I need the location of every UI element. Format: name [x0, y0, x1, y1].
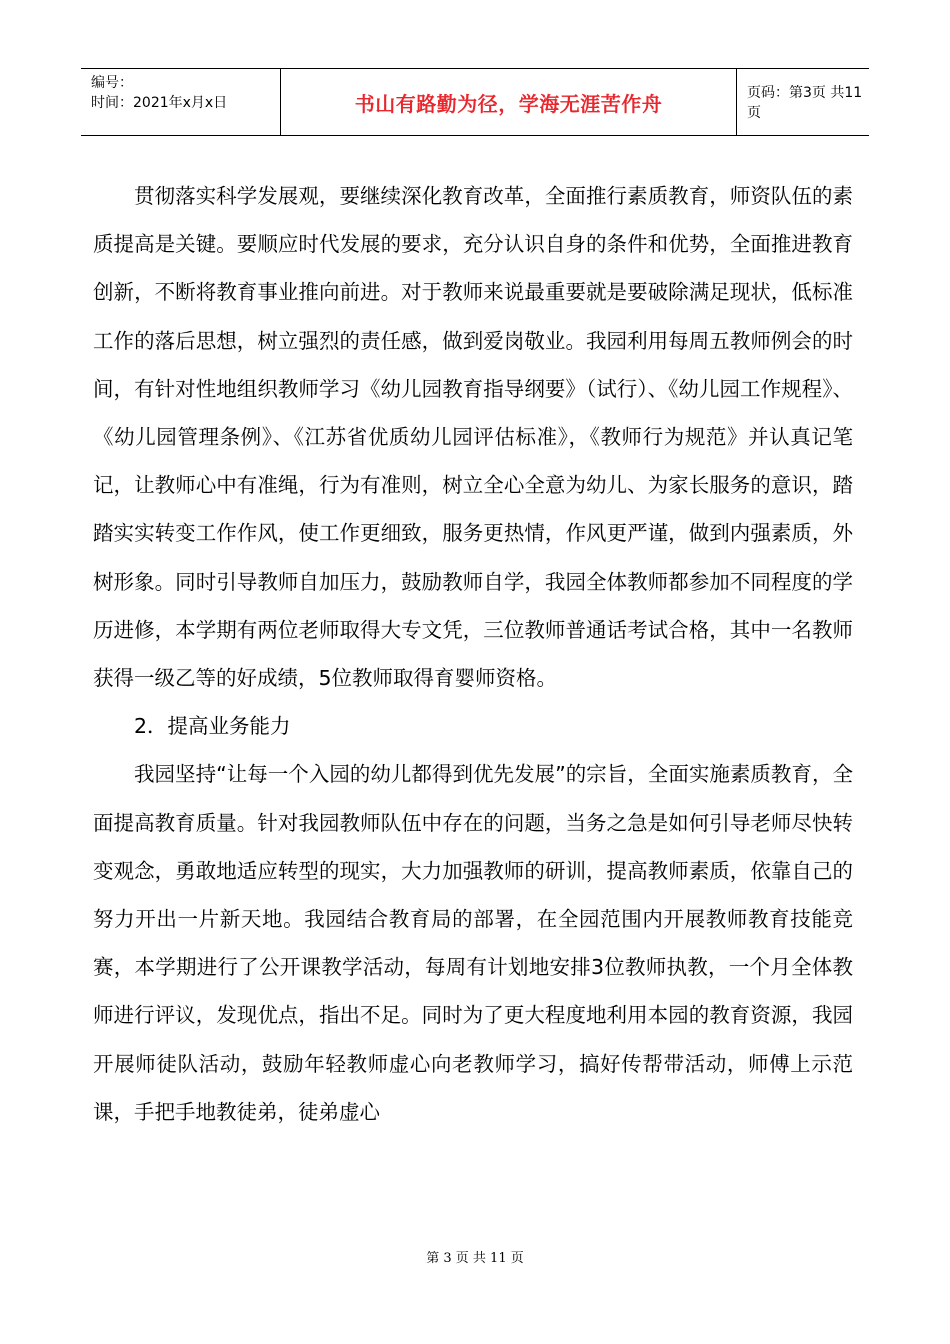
header-meta — [81, 69, 281, 135]
section-heading: 2．提高业务能力 — [134, 714, 291, 739]
document-body — [93, 172, 853, 1136]
header-motto: 书山有路勤为径，学海无涯苦作舟 — [354, 91, 663, 116]
body-paragraph: 贯彻落实科学发展观，要继续深化教育改革，全面推行素质教育，师资队伍的素质提高是关键。要顺应时代发展的要求，充分认识自身的条件和优势，全面推进教育创新，不断将教育事业推向前进。对于教师来说最重要就是要破除满足现状，低标准工作的落后思想，树立强烈的责任感，做到爱岗敬业。我园利用每周五教师例会的时间，有针对性地组织教师学习《幼儿园教育指导纲要》（试行）、《幼儿园工作规程》、《幼儿园管理条例》、《江苏省优质幼儿园评估标准》，《教师行为规范》并认真记笔记，让教师心中有准绳，行为有准则，树立全心全意为幼儿、为家长服务的意识，踏踏实实转变工作作风，使工作更细致，服务更热情，作风更严谨，做到内强素质，外树形象。同时引导教师自加压力，鼓励教师自学，我园全体教师都参加不同程度的学历进修，本学期有两位老师取得大专文凭，三位教师普通话考试合格，其中一名教师获得一级乙等的好成绩，5位教师取得育婴师资格。 — [93, 184, 853, 691]
page-footer: 第 3 页 共 11 页 — [426, 1251, 524, 1266]
header-page-info-cell — [737, 69, 869, 135]
document-date: 时间：2021年x月x日 — [91, 95, 228, 111]
page-header — [81, 68, 869, 136]
document-number-label: 编号： — [91, 75, 133, 91]
header-motto-cell — [281, 69, 737, 135]
body-paragraph: 我园坚持“让每一个入园的幼儿都得到优先发展”的宗旨，全面实施素质教育，全面提高教育质量。针对我园教师队伍中存在的问题，当务之急是如何引导老师尽快转变观念，勇敢地适应转型的现实，大力加强教师的研训，提高教师素质，依靠自己的努力开出一片新天地。我园结合教育局的部署，在全园范围内开展教师教育技能竞赛，本学期进行了公开课教学活动，每周有计划地安排3位教师执教，一个月全体教师进行评议，发现优点，指出不足。同时为了更大程度地利用本园的教育资源，我园开展师徒队活动，鼓励年轻教师虚心向老教师学习，搞好传帮带活动，师傅上示范课，手把手地教徒弟，徒弟虚心 — [93, 762, 853, 1124]
header-page-info: 页码：第3页 共11页 — [747, 85, 863, 121]
